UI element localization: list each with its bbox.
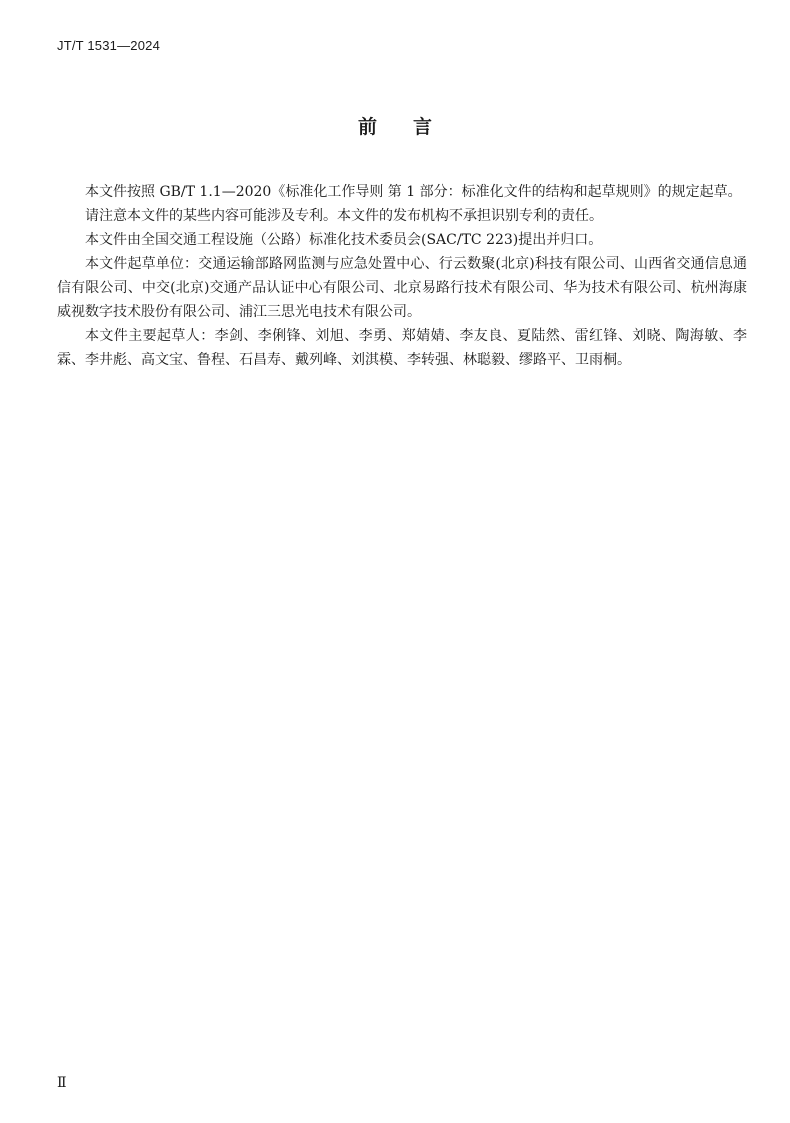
- paragraph-drafting-rules: 本文件按照 GB/T 1.1—2020《标准化工作导则 第 1 部分：标准化文件的结构和起草规则》的规定起草。: [85, 184, 742, 200]
- paragraph-drafters: 本文件主要起草人：李剑、李俐锋、刘旭、李勇、郑婧婧、李友良、夏陆然、雷红锋、刘晓、陶海敏、李霖、李井彪、高文宝、鲁程、石昌寿、戴列峰、刘淇模、李转强、林聪毅、缪路平、卫雨桐。: [57, 328, 747, 368]
- foreword-body: [57, 180, 747, 372]
- paragraph-patent-notice: 请注意本文件的某些内容可能涉及专利。本文件的发布机构不承担识别专利的责任。: [85, 208, 603, 224]
- page-title: 前言: [357, 116, 468, 138]
- paragraph-drafting-units: 本文件起草单位：交通运输部路网监测与应急处置中心、行云数聚(北京)科技有限公司、山西省交通信息通信有限公司、中交(北京)交通产品认证中心有限公司、北京易路行技术有限公司、华为技术有限公司、杭州海康威视数字技术股份有限公司、浦江三思光电技术有限公司。: [57, 256, 747, 320]
- document-code: JT/T 1531—2024: [57, 38, 161, 53]
- page-number: Ⅱ: [57, 1075, 67, 1091]
- paragraph-proposer: 本文件由全国交通工程设施（公路）标准化技术委员会(SAC/TC 223)提出并归口。: [85, 232, 603, 248]
